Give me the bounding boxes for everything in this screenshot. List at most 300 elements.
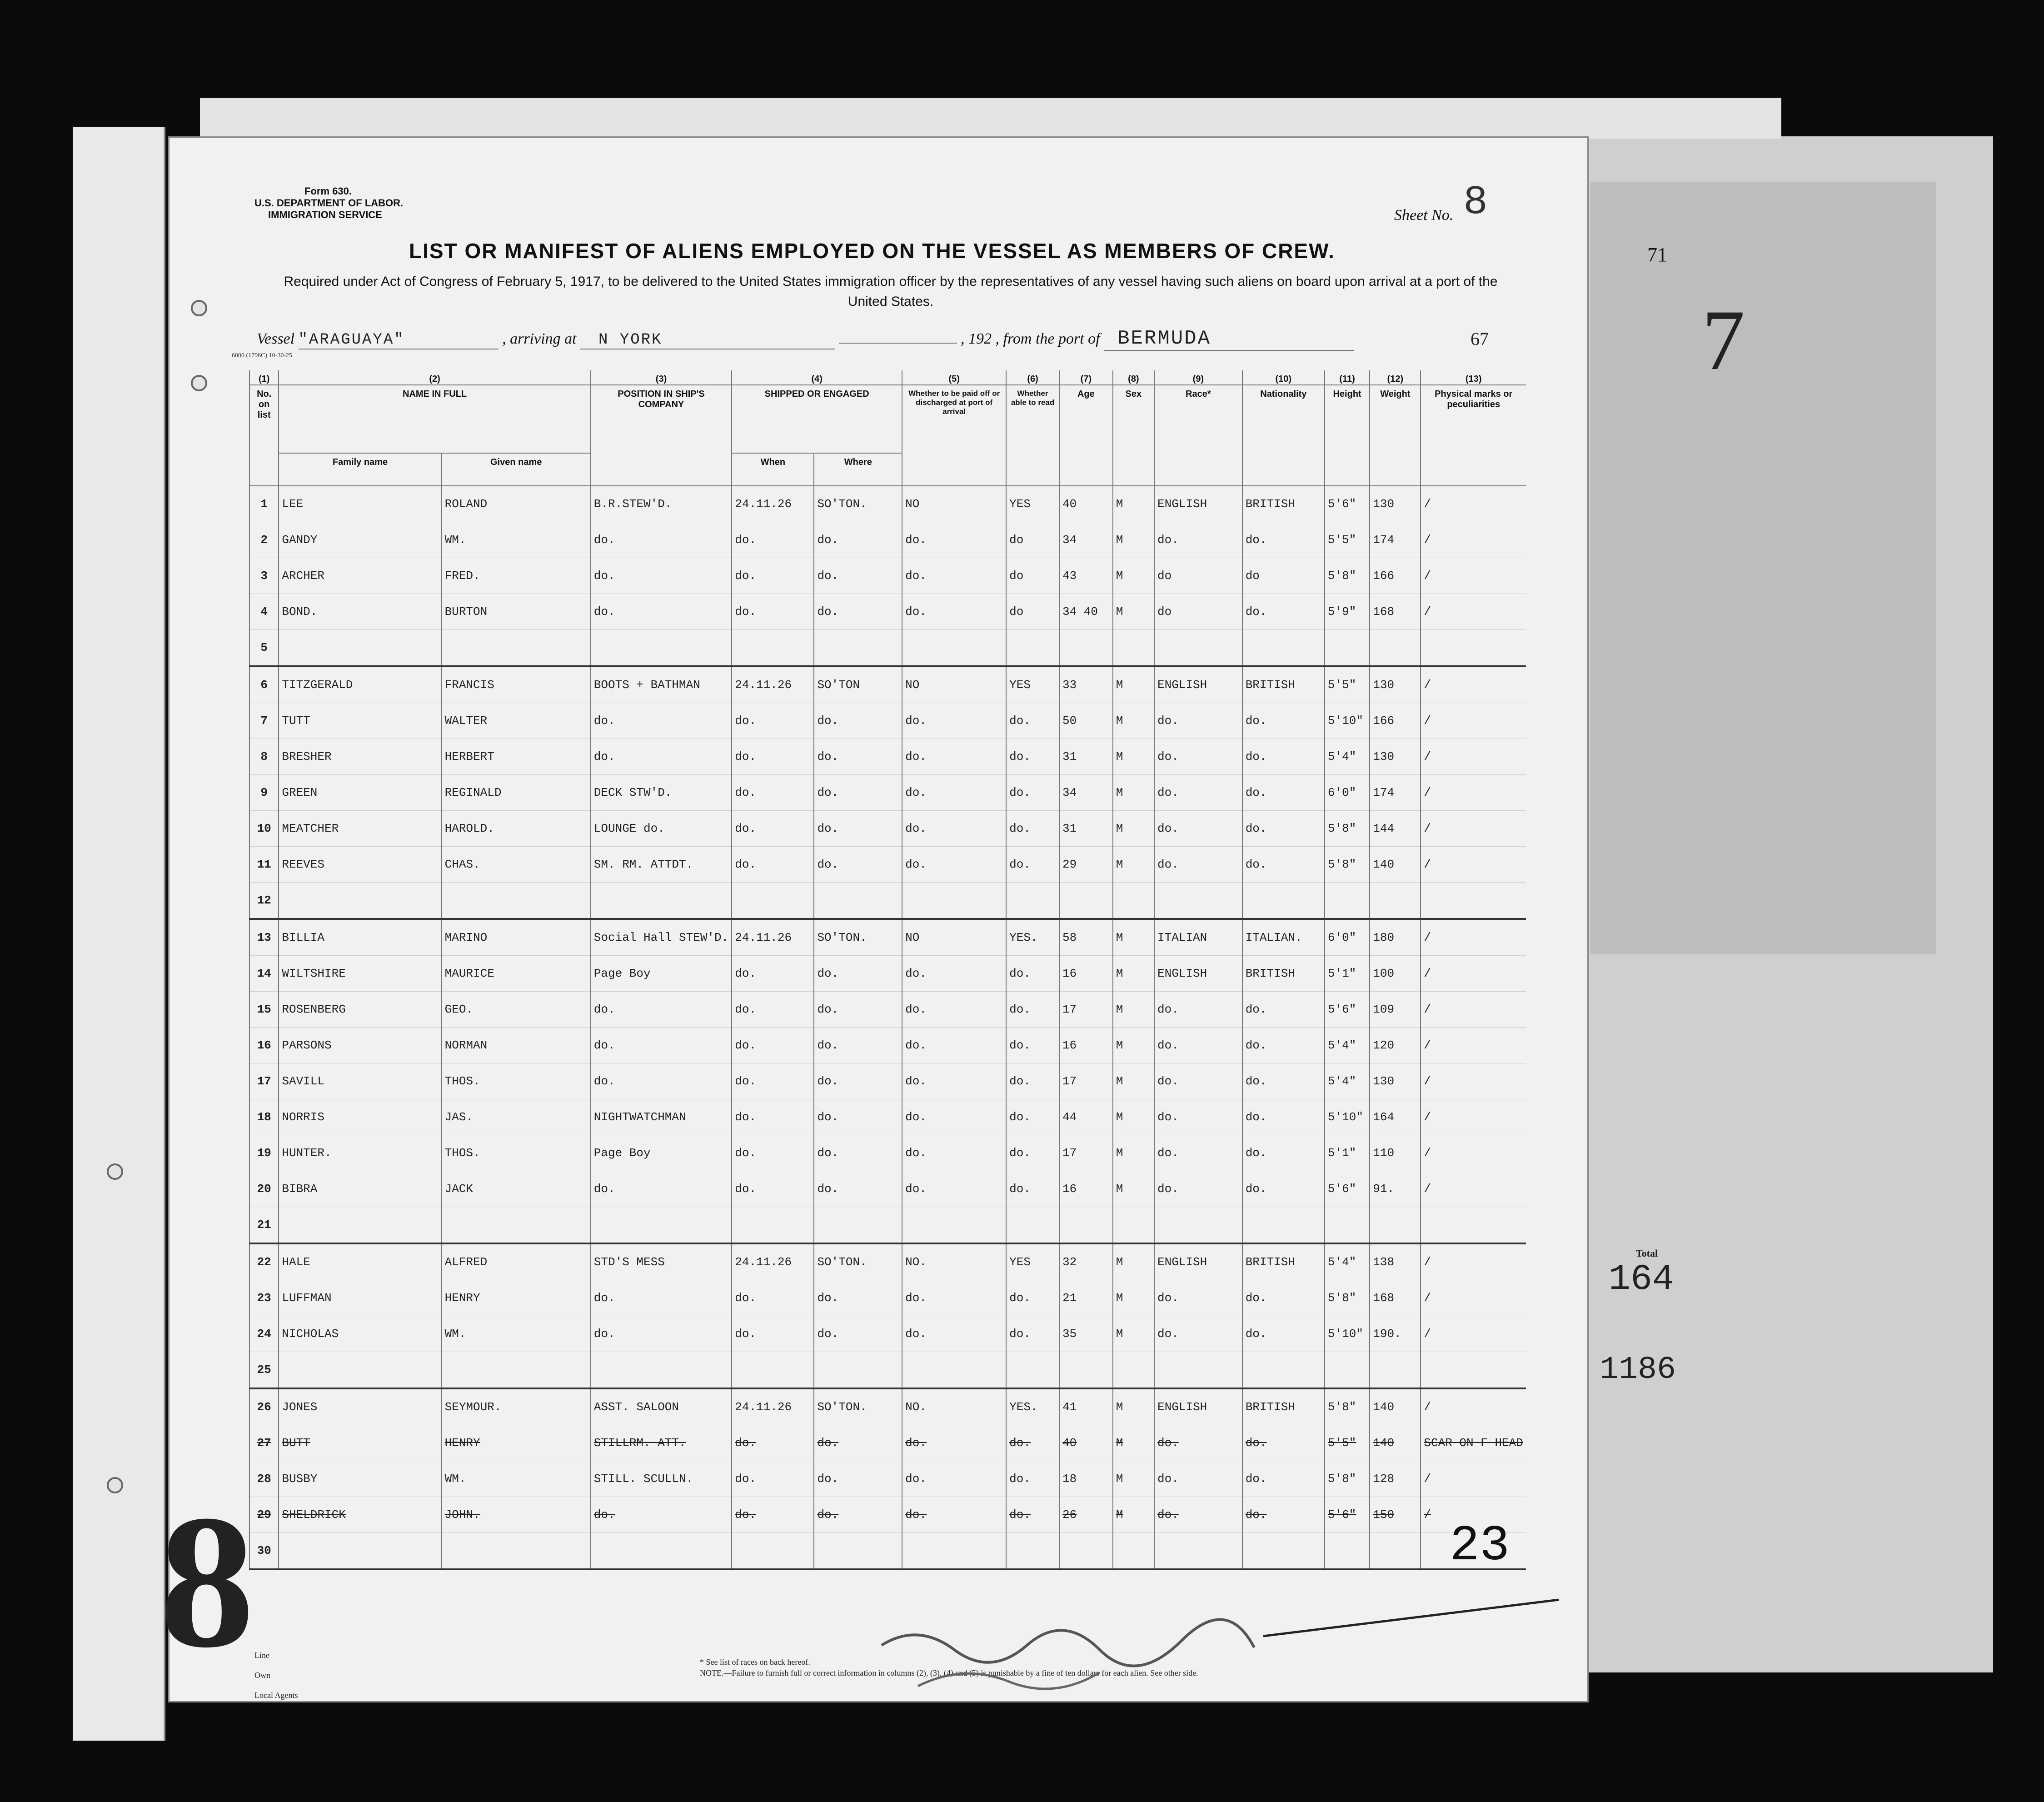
header-paid-off: Whether to be paid off or discharged at port of arrival	[902, 385, 1006, 486]
cell-family	[279, 630, 441, 667]
cell-given: SEYMOUR.	[442, 1388, 591, 1425]
cell-sex: M	[1113, 594, 1154, 630]
cell-position: do.	[591, 1316, 732, 1352]
cell-position: do.	[591, 558, 732, 594]
col-num: (1)	[249, 370, 279, 385]
cell-age: 29	[1059, 847, 1113, 883]
cell-paid: do.	[902, 1461, 1006, 1497]
cell-no: 3	[249, 558, 279, 594]
cell-no: 13	[249, 919, 279, 956]
cell-position: do.	[591, 703, 732, 739]
col-num: (8)	[1113, 370, 1154, 385]
cell-where: do.	[814, 558, 902, 594]
cell-family: BRESHER	[279, 739, 441, 775]
cell-marks: /	[1421, 1099, 1526, 1135]
table-row	[249, 956, 1526, 992]
cell-family: REEVES	[279, 847, 441, 883]
cell-nationality: do.	[1242, 847, 1325, 883]
cell-paid: NO.	[902, 1243, 1006, 1280]
header-physical-marks: Physical marks or peculiarities	[1421, 385, 1526, 486]
cell-given: JOHN.	[442, 1497, 591, 1533]
year-label: , 192	[961, 330, 992, 347]
cell-when: do.	[732, 594, 814, 630]
local-agents-label: Local Agents	[254, 1691, 298, 1700]
table-row	[249, 739, 1526, 775]
table-row	[249, 1207, 1526, 1244]
cell-read	[1006, 630, 1059, 667]
table-row	[249, 594, 1526, 630]
col-num: (13)	[1421, 370, 1526, 385]
cell-no: 2	[249, 522, 279, 558]
cell-race	[1154, 883, 1242, 919]
cell-paid: do.	[902, 1425, 1006, 1461]
cell-family: WILTSHIRE	[279, 956, 441, 992]
cell-marks: /	[1421, 1461, 1526, 1497]
cell-given: WM.	[442, 522, 591, 558]
cell-read: do.	[1006, 739, 1059, 775]
cell-sex: M	[1113, 1461, 1154, 1497]
cell-marks: /	[1421, 1171, 1526, 1207]
cell-age: 34	[1059, 775, 1113, 811]
cell-nationality	[1242, 630, 1325, 667]
cell-family: ROSENBERG	[279, 992, 441, 1028]
cell-weight: 140	[1370, 847, 1421, 883]
cell-marks: /	[1421, 739, 1526, 775]
cell-sex: M	[1113, 522, 1154, 558]
table-row	[249, 522, 1526, 558]
cell-marks	[1421, 630, 1526, 667]
cell-age: 32	[1059, 1243, 1113, 1280]
cell-read: YES	[1006, 486, 1059, 522]
cell-sex: M	[1113, 703, 1154, 739]
cell-family: TUTT	[279, 703, 441, 739]
cell-marks: /	[1421, 1316, 1526, 1352]
cell-where: do.	[814, 992, 902, 1028]
cell-sex: M	[1113, 775, 1154, 811]
cell-when: do.	[732, 1461, 814, 1497]
cell-paid: do.	[902, 558, 1006, 594]
table-row	[249, 1352, 1526, 1389]
cell-paid: NO	[902, 486, 1006, 522]
cell-no: 10	[249, 811, 279, 847]
cell-paid: do.	[902, 1063, 1006, 1099]
cell-when	[732, 1533, 814, 1570]
table-row	[249, 1063, 1526, 1099]
cell-race: do.	[1154, 1063, 1242, 1099]
cell-race: do	[1154, 594, 1242, 630]
vessel-name: "ARAGUAYA"	[299, 331, 499, 349]
cell-paid: do.	[902, 811, 1006, 847]
cell-where: do.	[814, 847, 902, 883]
cell-weight: 110	[1370, 1135, 1421, 1171]
cell-height: 5'10"	[1325, 1099, 1370, 1135]
cell-family	[279, 1533, 441, 1570]
cell-nationality: do.	[1242, 739, 1325, 775]
cell-position: SM. RM. ATTDT.	[591, 847, 732, 883]
cell-no: 21	[249, 1207, 279, 1244]
cell-age: 43	[1059, 558, 1113, 594]
cell-read: do.	[1006, 1280, 1059, 1316]
cell-family: MEATCHER	[279, 811, 441, 847]
back-sheet-number: 1186	[1600, 1352, 1676, 1388]
cell-marks: /	[1421, 558, 1526, 594]
cell-paid	[902, 1352, 1006, 1389]
table-row	[249, 1497, 1526, 1533]
cell-paid: do.	[902, 522, 1006, 558]
table-row	[249, 1533, 1526, 1570]
cell-when: do.	[732, 739, 814, 775]
cell-height	[1325, 1207, 1370, 1244]
cell-sex: M	[1113, 1316, 1154, 1352]
cell-sex: M	[1113, 1497, 1154, 1533]
cell-read	[1006, 1207, 1059, 1244]
cell-race	[1154, 1352, 1242, 1389]
header-able-to-read: Whether able to read	[1006, 385, 1059, 486]
cell-when: do.	[732, 703, 814, 739]
cell-given: HENRY	[442, 1425, 591, 1461]
cell-family: BILLIA	[279, 919, 441, 956]
cell-marks: /	[1421, 1243, 1526, 1280]
cell-height: 5'6"	[1325, 486, 1370, 522]
cell-position: LOUNGE do.	[591, 811, 732, 847]
cell-family: SHELDRICK	[279, 1497, 441, 1533]
cell-no: 27	[249, 1425, 279, 1461]
vessel-line	[257, 327, 1354, 351]
cell-when: do.	[732, 1063, 814, 1099]
service-name: IMMIGRATION SERVICE	[268, 209, 382, 220]
punch-hole	[191, 300, 207, 316]
cell-age: 41	[1059, 1388, 1113, 1425]
cell-sex: M	[1113, 739, 1154, 775]
cell-marks: /	[1421, 775, 1526, 811]
cell-age: 16	[1059, 1171, 1113, 1207]
cell-height: 5'1"	[1325, 956, 1370, 992]
cell-read: do.	[1006, 1099, 1059, 1135]
cell-where: SO'TON	[814, 666, 902, 703]
cell-given: WALTER	[442, 703, 591, 739]
cell-paid: do.	[902, 1028, 1006, 1063]
table-row	[249, 630, 1526, 667]
col-num: (5)	[902, 370, 1006, 385]
cell-race	[1154, 1533, 1242, 1570]
cell-where: do.	[814, 594, 902, 630]
cell-sex: M	[1113, 919, 1154, 956]
cell-family: NORRIS	[279, 1099, 441, 1135]
cell-marks: /	[1421, 703, 1526, 739]
cell-weight: 138	[1370, 1243, 1421, 1280]
cell-weight: 130	[1370, 486, 1421, 522]
cell-read: YES.	[1006, 1388, 1059, 1425]
cell-family: JONES	[279, 1388, 441, 1425]
col-num: (9)	[1154, 370, 1242, 385]
cell-where: SO'TON.	[814, 1388, 902, 1425]
cell-marks: /	[1421, 1388, 1526, 1425]
cell-family: BOND.	[279, 594, 441, 630]
header-where: Where	[814, 453, 902, 486]
cell-height: 5'8"	[1325, 558, 1370, 594]
cell-sex: M	[1113, 1063, 1154, 1099]
cell-height: 5'8"	[1325, 1388, 1370, 1425]
cell-position	[591, 883, 732, 919]
cell-nationality: do.	[1242, 1280, 1325, 1316]
arriving-port: N YORK	[580, 331, 835, 349]
header-name-in-full: NAME IN FULL	[279, 385, 590, 453]
cell-sex: M	[1113, 666, 1154, 703]
handwritten-initials	[918, 1672, 1100, 1689]
cell-race: do.	[1154, 1028, 1242, 1063]
cell-race: do.	[1154, 1461, 1242, 1497]
cell-race: ENGLISH	[1154, 1243, 1242, 1280]
cell-no: 15	[249, 992, 279, 1028]
cell-position: do.	[591, 1171, 732, 1207]
cell-race: do.	[1154, 1099, 1242, 1135]
cell-given	[442, 883, 591, 919]
cell-height: 5'9"	[1325, 594, 1370, 630]
cell-read: do.	[1006, 1028, 1059, 1063]
cell-race	[1154, 1207, 1242, 1244]
cell-nationality: do.	[1242, 522, 1325, 558]
header-height: Height	[1325, 385, 1370, 486]
cell-given: FRANCIS	[442, 666, 591, 703]
table-row	[249, 1425, 1526, 1461]
back-sheet-handwritten-mark: 7	[1702, 293, 1745, 388]
punch-hole	[107, 1163, 123, 1180]
cell-sex: M	[1113, 956, 1154, 992]
cell-no: 8	[249, 739, 279, 775]
cell-nationality: BRITISH	[1242, 666, 1325, 703]
cell-weight: 168	[1370, 1280, 1421, 1316]
cell-height	[1325, 630, 1370, 667]
cell-age: 44	[1059, 1099, 1113, 1135]
cell-position: do.	[591, 992, 732, 1028]
cell-weight: 168	[1370, 594, 1421, 630]
cell-sex: M	[1113, 1028, 1154, 1063]
table-row	[249, 1280, 1526, 1316]
cell-race: ITALIAN	[1154, 919, 1242, 956]
cell-read: YES	[1006, 666, 1059, 703]
cell-position: do.	[591, 1280, 732, 1316]
cell-family: GANDY	[279, 522, 441, 558]
owner-label: Own	[254, 1671, 270, 1680]
cell-where: do.	[814, 811, 902, 847]
cell-given: ALFRED	[442, 1243, 591, 1280]
table-row	[249, 1316, 1526, 1352]
cell-no: 6	[249, 666, 279, 703]
cell-height: 5'4"	[1325, 1063, 1370, 1099]
table-row	[249, 486, 1526, 522]
cell-given	[442, 1352, 591, 1389]
cell-age: 58	[1059, 919, 1113, 956]
cell-height: 5'8"	[1325, 1461, 1370, 1497]
cell-weight: 174	[1370, 522, 1421, 558]
cell-position: NIGHTWATCHMAN	[591, 1099, 732, 1135]
cell-nationality: BRITISH	[1242, 1243, 1325, 1280]
cell-marks: /	[1421, 1063, 1526, 1099]
cell-age	[1059, 1207, 1113, 1244]
cell-when: do.	[732, 522, 814, 558]
cell-position: do.	[591, 739, 732, 775]
cell-where: SO'TON.	[814, 919, 902, 956]
cell-read: do.	[1006, 1425, 1059, 1461]
cell-where: do.	[814, 739, 902, 775]
cell-when: 24.11.26	[732, 1388, 814, 1425]
cell-when	[732, 1352, 814, 1389]
cell-marks: /	[1421, 847, 1526, 883]
cell-height	[1325, 1533, 1370, 1570]
cell-race: do.	[1154, 1497, 1242, 1533]
cell-no: 29	[249, 1497, 279, 1533]
cell-paid: do.	[902, 847, 1006, 883]
cell-no: 24	[249, 1316, 279, 1352]
cell-marks: /	[1421, 666, 1526, 703]
crew-rows	[249, 486, 1526, 1569]
table-row	[249, 992, 1526, 1028]
cell-marks: /	[1421, 956, 1526, 992]
cell-age	[1059, 1533, 1113, 1570]
cell-where	[814, 630, 902, 667]
cell-given: REGINALD	[442, 775, 591, 811]
cell-marks: /	[1421, 1135, 1526, 1171]
cell-where: do.	[814, 1280, 902, 1316]
cell-read: do.	[1006, 1461, 1059, 1497]
cell-sex	[1113, 1207, 1154, 1244]
cell-sex	[1113, 1533, 1154, 1570]
cell-nationality	[1242, 1533, 1325, 1570]
punch-hole	[107, 1477, 123, 1493]
cell-sex: M	[1113, 847, 1154, 883]
failure-note: NOTE.—Failure to furnish full or correct information in columns (2), (3), (4) and (5) is punishable by a fine of ten dollars for each alien. See other side.	[700, 1668, 1198, 1677]
cell-height: 5'5"	[1325, 522, 1370, 558]
cell-weight	[1370, 1352, 1421, 1389]
cell-where: do.	[814, 1497, 902, 1533]
cell-position: DECK STW'D.	[591, 775, 732, 811]
cell-given: HAROLD.	[442, 811, 591, 847]
from-label: , from the port of	[995, 330, 1100, 347]
cell-nationality	[1242, 1207, 1325, 1244]
cell-read: do.	[1006, 811, 1059, 847]
cell-weight: 190.	[1370, 1316, 1421, 1352]
cell-marks: /	[1421, 594, 1526, 630]
cell-marks: /	[1421, 1280, 1526, 1316]
cell-height: 5'4"	[1325, 1243, 1370, 1280]
cell-nationality: BRITISH	[1242, 1388, 1325, 1425]
cell-race: do.	[1154, 522, 1242, 558]
cell-weight: 140	[1370, 1425, 1421, 1461]
cell-family: TITZGERALD	[279, 666, 441, 703]
cell-marks: /	[1421, 522, 1526, 558]
col-num: (4)	[732, 370, 902, 385]
cell-paid: do.	[902, 703, 1006, 739]
cell-given: FRED.	[442, 558, 591, 594]
cell-given: WM.	[442, 1316, 591, 1352]
cell-paid: do.	[902, 1099, 1006, 1135]
header-family-name: Family name	[279, 453, 441, 486]
cell-marks: SCAR ON F HEAD	[1421, 1425, 1526, 1461]
table-row	[249, 558, 1526, 594]
cell-paid: do.	[902, 1316, 1006, 1352]
cell-nationality: do.	[1242, 1316, 1325, 1352]
cell-read: YES.	[1006, 919, 1059, 956]
table-row	[249, 919, 1526, 956]
cell-where: do.	[814, 1135, 902, 1171]
cell-position: B.R.STEW'D.	[591, 486, 732, 522]
cell-height: 5'1"	[1325, 1135, 1370, 1171]
form-code: 6000 (1796C) 10-30-25	[232, 352, 292, 359]
cell-given	[442, 1533, 591, 1570]
cell-when: do.	[732, 956, 814, 992]
cell-nationality: do.	[1242, 775, 1325, 811]
cell-marks: /	[1421, 992, 1526, 1028]
cell-when: 24.11.26	[732, 1243, 814, 1280]
line-label: Line	[254, 1651, 269, 1660]
cell-weight	[1370, 630, 1421, 667]
cell-position: Page Boy	[591, 1135, 732, 1171]
cell-sex	[1113, 1352, 1154, 1389]
cell-race: do.	[1154, 992, 1242, 1028]
table-row	[249, 883, 1526, 919]
cell-weight: 174	[1370, 775, 1421, 811]
cell-read: do.	[1006, 956, 1059, 992]
cell-weight	[1370, 1207, 1421, 1244]
cell-weight: 120	[1370, 1028, 1421, 1063]
cell-where: do.	[814, 775, 902, 811]
table-row	[249, 1171, 1526, 1207]
cell-paid: do.	[902, 1171, 1006, 1207]
cell-nationality: do.	[1242, 594, 1325, 630]
cell-nationality: do.	[1242, 1425, 1325, 1461]
cell-weight: 140	[1370, 1388, 1421, 1425]
cell-race: ENGLISH	[1154, 666, 1242, 703]
cell-weight: 164	[1370, 1099, 1421, 1135]
cell-where: SO'TON.	[814, 486, 902, 522]
cell-nationality: do.	[1242, 1099, 1325, 1135]
table-row	[249, 775, 1526, 811]
cell-sex: M	[1113, 1280, 1154, 1316]
cell-when	[732, 883, 814, 919]
cell-no: 20	[249, 1171, 279, 1207]
cell-where	[814, 1533, 902, 1570]
cell-age: 18	[1059, 1461, 1113, 1497]
cell-when: do.	[732, 811, 814, 847]
cell-read	[1006, 1352, 1059, 1389]
form-header	[254, 185, 403, 221]
cell-given: CHAS.	[442, 847, 591, 883]
cell-where: do.	[814, 1425, 902, 1461]
table-row	[249, 1461, 1526, 1497]
header-position: POSITION IN SHIP'S COMPANY	[591, 385, 732, 486]
cell-height: 5'6"	[1325, 992, 1370, 1028]
col-num: (3)	[591, 370, 732, 385]
cell-race: ENGLISH	[1154, 956, 1242, 992]
col-num: (2)	[279, 370, 590, 385]
cell-position: STD'S MESS	[591, 1243, 732, 1280]
cell-given: THOS.	[442, 1063, 591, 1099]
cell-when: do.	[732, 1099, 814, 1135]
cell-where: SO'TON.	[814, 1243, 902, 1280]
cell-no: 1	[249, 486, 279, 522]
cell-nationality: do.	[1242, 811, 1325, 847]
cell-weight: 91.	[1370, 1171, 1421, 1207]
cell-family: ARCHER	[279, 558, 441, 594]
cell-where: do.	[814, 1028, 902, 1063]
cell-no: 28	[249, 1461, 279, 1497]
cell-given: MAURICE	[442, 956, 591, 992]
cell-given: NORMAN	[442, 1028, 591, 1063]
cell-where	[814, 1207, 902, 1244]
cell-paid: do.	[902, 1280, 1006, 1316]
cell-paid: NO.	[902, 1388, 1006, 1425]
cell-read: do	[1006, 558, 1059, 594]
